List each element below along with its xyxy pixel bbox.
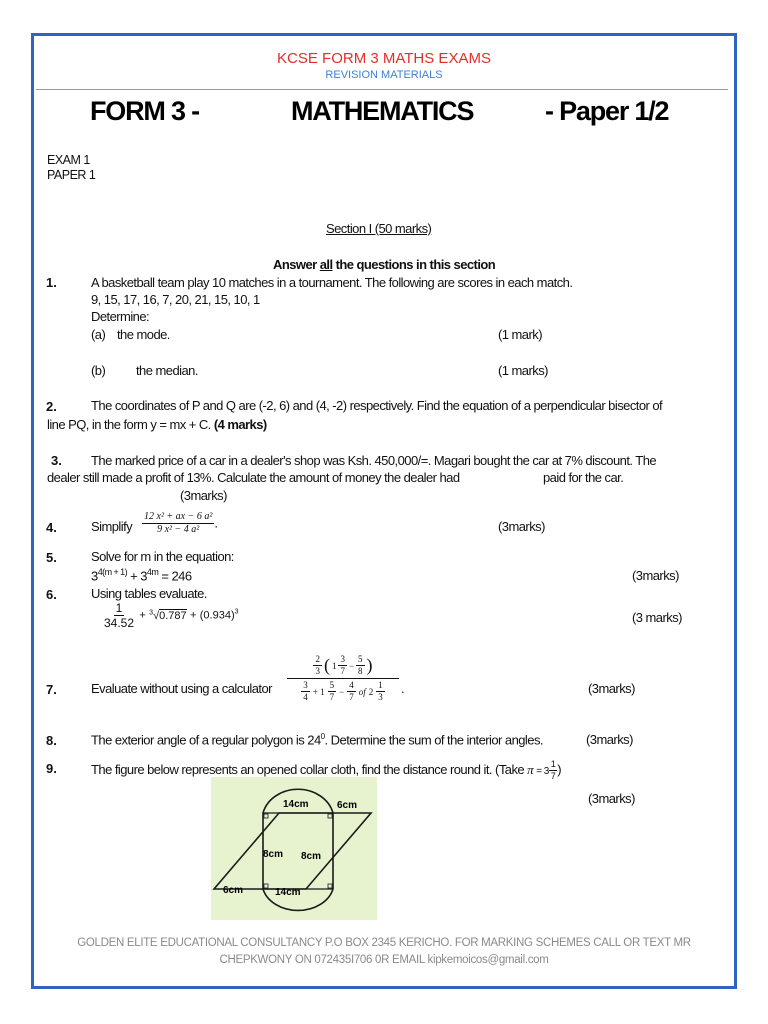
- section-title: Section I (50 marks): [326, 221, 432, 236]
- q6-expression: $\frac{1}{34.52}$ + $^3√0.787 + (0.934)^3$: [104, 601, 239, 630]
- q1-scores: 9, 15, 17, 16, 7, 20, 21, 15, 10, 1: [91, 292, 260, 307]
- q5-text: Solve for m in the equation:: [91, 549, 234, 564]
- q9-text: The figure below represents an opened collar cloth, find the distance round it. (Take π = 3 $\frac{1}{7}$ ): [91, 759, 561, 781]
- subject-label: MATHEMATICS: [291, 96, 474, 126]
- q5-equation: $3^{4(m + 1)} + 3^{4m} = 246$: [91, 567, 192, 584]
- label-top-14cm: 14cm: [283, 799, 309, 810]
- q1b-marks: (1 marks): [498, 363, 548, 378]
- q3-text-line1: The marked price of a car in a dealer's shop was Ksh. 450,000/=. Magari bought the car at 7% discount. The: [91, 453, 657, 468]
- label-right-8cm: 8cm: [301, 851, 322, 862]
- q8-text: The exterior angle of a regular polygon is $24^0$. Determine the sum of the interior angles.: [91, 732, 543, 748]
- q4-marks: (3marks): [498, 519, 545, 534]
- q1a-marks: (1 mark): [498, 327, 542, 342]
- q4-expression: $\frac{\text{12 x² + ax − 6 a²}}{\text{9 x² − 4 a²}}$ .: [144, 511, 218, 535]
- q9-marks: (3marks): [588, 791, 635, 806]
- q4-text: Simplify: [91, 519, 133, 534]
- label-top-6cm: 6cm: [337, 800, 358, 811]
- paper-number: PAPER 1: [47, 168, 96, 182]
- q1-number: 1.: [46, 275, 57, 290]
- q1a-label: (a): [91, 327, 106, 342]
- q2-text-line1: The coordinates of P and Q are (-2, 6) and (4, -2) respectively. Find the equation of a perpendicular bisector of: [91, 398, 663, 413]
- q1-text: A basketball team play 10 matches in a tournament. The following are scores in each match.: [91, 275, 573, 290]
- q3-marks: (3marks): [180, 488, 227, 503]
- q7-period: .: [401, 681, 405, 696]
- q1a-text: the mode.: [117, 327, 170, 342]
- header-subtitle: REVISION MATERIALS: [325, 69, 443, 81]
- q5-number: 5.: [46, 550, 57, 565]
- label-bottom-6cm: 6cm: [223, 885, 244, 896]
- q1b-label: (b): [91, 363, 106, 378]
- q6-text: Using tables evaluate.: [91, 586, 207, 601]
- q3-text-line2b: paid for the car.: [543, 470, 624, 485]
- q4-number: 4.: [46, 520, 57, 535]
- label-left-8cm: 8cm: [263, 849, 284, 860]
- q6-number: 6.: [46, 587, 57, 602]
- q7-marks: (3marks): [588, 681, 635, 696]
- q8-marks: (3marks): [586, 732, 633, 747]
- q7-text: Evaluate without using a calculator: [91, 681, 272, 696]
- header-divider: [36, 89, 728, 90]
- collar-diagram: [211, 777, 377, 920]
- footer-line1: GOLDEN ELITE EDUCATIONAL CONSULTANCY P.O BOX 2345 KERICHO. FOR MARKING SCHEMES CALL OR TEXT MR: [77, 937, 691, 949]
- footer-line2: CHEPKWONY ON 072435I706 0R EMAIL kipkemoicos@gmail.com: [219, 954, 549, 966]
- form-label: FORM 3 -: [90, 96, 199, 126]
- section-instruction: Answer all the questions in this section: [273, 257, 496, 272]
- exam-label: EXAM 1: [47, 153, 90, 167]
- q5-marks: (3marks): [632, 568, 679, 583]
- q1-determine: Determine:: [91, 309, 150, 324]
- collar-figure: [211, 777, 377, 920]
- paper-label: - Paper 1/2: [545, 96, 669, 126]
- q7-expression: [287, 655, 399, 702]
- label-bottom-14cm: 14cm: [275, 887, 301, 898]
- q3-number: 3.: [51, 453, 62, 468]
- q7-number: 7.: [46, 682, 57, 697]
- q8-number: 8.: [46, 733, 57, 748]
- page-border: [31, 33, 737, 989]
- header-title: KCSE FORM 3 MATHS EXAMS: [277, 50, 491, 67]
- q9-number: 9.: [46, 761, 57, 776]
- q3-text-line2a: dealer still made a profit of 13%. Calculate the amount of money the dealer had: [47, 470, 460, 485]
- q7-denominator: $\frac{3}{4}$ + 1 $\frac{5}{7}$ − $\frac{4}{7}$ of 2 $\frac{1}{3}$: [303, 680, 383, 702]
- q7-numerator: $\frac{2}{3}$ ( 1 $\frac{3}{7}$ − $\frac{5}{8}$ ): [315, 654, 373, 676]
- q2-number: 2.: [46, 399, 57, 414]
- q1b-text: the median.: [136, 363, 198, 378]
- q2-text-line2: line PQ, in the form y = mx + C. (4 marks): [47, 417, 267, 432]
- q6-marks: (3 marks): [632, 610, 682, 625]
